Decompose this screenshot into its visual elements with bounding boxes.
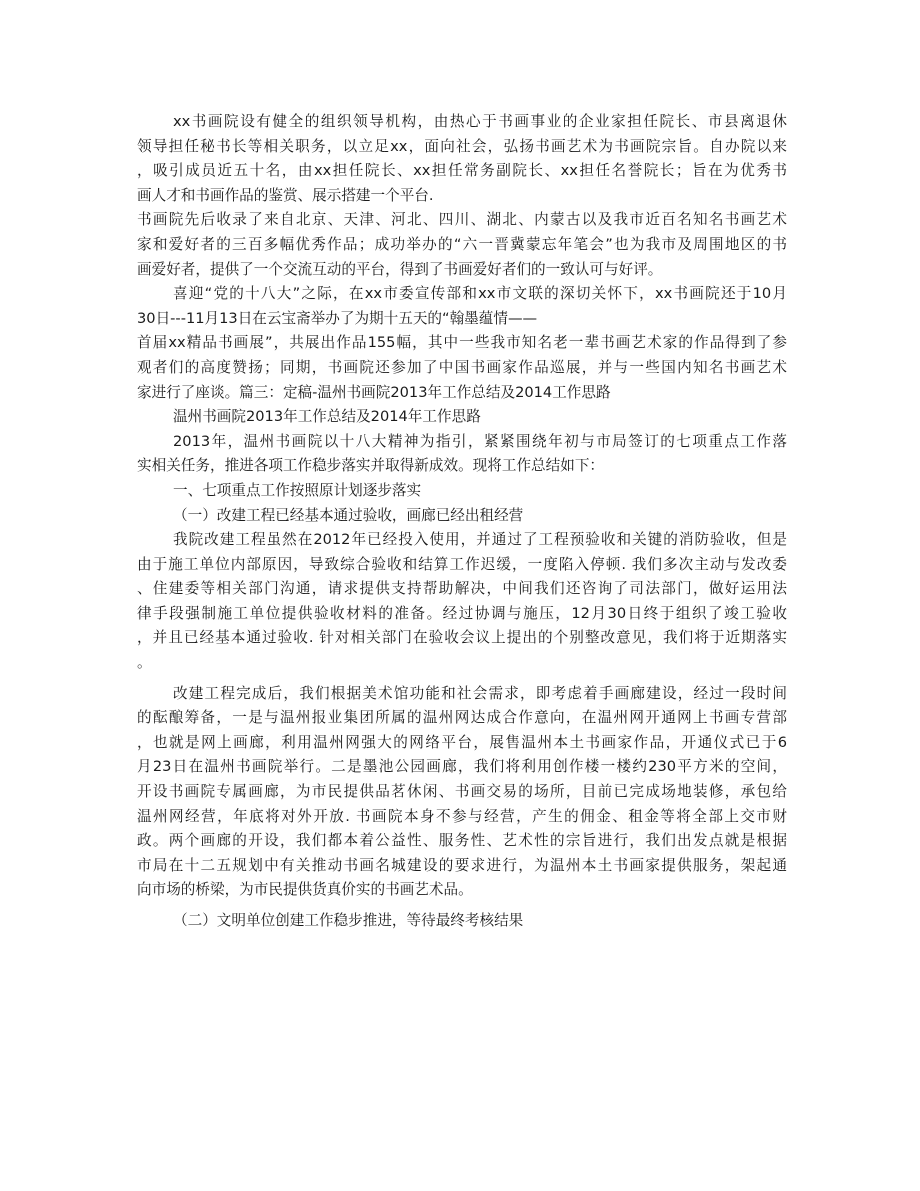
- text-line: 开设书画院专属画廊，为市民提供品茗休闲、书画交易的场所，目前已完成场地装修，承包给: [137, 783, 787, 801]
- text-line: 画爱好者，提供了一个交流互动的平台，得到了书画爱好者们的一致认可与好评。: [137, 260, 663, 278]
- text-line: 一、七项重点工作按照原计划逐步落实: [173, 481, 422, 499]
- text-line: 律手段强制施工单位提供验收材料的准备。经过协调与施压，12月30日终于组织了竣工验收: [137, 604, 787, 622]
- text-line: 领导担任秘书长等相关职务，以立足xx，面向社会，弘扬书画艺术为书画院宗旨。自办院以来: [137, 137, 787, 155]
- text-line: 改建工程完成后，我们根据美术馆功能和社会需求，即考虑着手画廊建设，经过一段时间: [173, 684, 787, 702]
- text-line: 温州网经营，年底将对外开放. 书画院本身不参与经营，产生的佣金、租金等将全部上交市财: [137, 807, 787, 825]
- text-line: xx书画院设有健全的组织领导机构，由热心于书画事业的企业家担任院长、市县离退休: [173, 113, 787, 130]
- text-line: （一）改建工程已经基本通过验收，画廊已经出租经营: [173, 506, 524, 524]
- text-line: ，也就是网上画廊，利用温州网强大的网络平台，展售温州本土书画家作品，开通仪式已于6: [137, 733, 787, 751]
- text-line: ，吸引成员近五十名，由xx担任院长、xx担任常务副院长、xx担任名誉院长；旨在为优秀书: [137, 162, 787, 180]
- text-line: 、住建委等相关部门沟通，请求提供支持帮助解决，中间我们还咨询了司法部门，做好运用法: [137, 580, 787, 598]
- text-line: 月23日在温州书画院举行。二是墨池公园画廊，我们将利用创作楼一楼约230平方米的空间，: [137, 758, 787, 776]
- text-line: 家和爱好者的三百多幅优秀作品；成功举办的“六一晋冀蒙忘年笔会”也为我市及周围地区的书: [137, 235, 787, 253]
- text-line: 2013年，温州书画院以十八大精神为指引，紧紧围绕年初与市局签订的七项重点工作落: [173, 432, 787, 450]
- document-body: [137, 110, 787, 934]
- text-line: 向市场的桥梁，为市民提供货真价实的书画艺术品。: [137, 881, 473, 899]
- text-line: 。: [137, 654, 152, 672]
- text-line: ，并且已经基本通过验收. 针对相关部门在验收会议上提出的个别整改意见，我们将于近期落实: [137, 629, 787, 647]
- text-line: 我院改建工程虽然在2012年已经投入使用，并通过了工程预验收和关键的消防验收，但是: [173, 531, 787, 549]
- text-line: 温州书画院2013年工作总结及2014年工作思路: [173, 408, 481, 426]
- text-line: 的酝酿筹备，一是与温州报业集团所属的温州网达成合作意向，在温州网开通网上书画专营部: [137, 709, 787, 727]
- text-line: 30日---11月13日在云宝斋举办了为期十五天的“翰墨蕴情——: [137, 309, 538, 327]
- text-line: 实相关任务，推进各项工作稳步落实并取得新成效。现将工作总结如下：: [137, 457, 605, 475]
- text-line: 市局在十二五规划中有关推动书画名城建设的要求进行，为温州本土书画家提供服务，架起通: [137, 856, 787, 874]
- text-line: 由于施工单位内部原因，导致综合验收和结算工作迟缓，一度陷入停顿. 我们多次主动与发改委: [137, 555, 787, 573]
- text-line: 观者们的高度赞扬；同期，书画院还参加了中国书画家作品巡展，并与一些国内知名书画艺术: [137, 358, 787, 376]
- text-line: 画人才和书画作品的鉴赏、展示搭建一个平台.: [137, 186, 434, 204]
- text-line: 家进行了座谈。篇三：定稿-温州书画院2013年工作总结及2014工作思路: [137, 383, 611, 401]
- text-line: 书画院先后收录了来自北京、天津、河北、四川、湖北、内蒙古以及我市近百名知名书画艺术: [137, 211, 787, 229]
- text-line: 喜迎“党的十八大”之际，在xx市委宣传部和xx市文联的深切关怀下，xx书画院还于10月: [173, 285, 787, 303]
- text-line: 首届xx精品书画展”，共展出作品155幅，其中一些我市知名老一辈书画艺术家的作品得到了参: [137, 334, 787, 352]
- text-line: （二）文明单位创建工作稳步推进，等待最终考核结果: [173, 912, 524, 929]
- text-line: 政。两个画廊的开设，我们都本着公益性、服务性、艺术性的宗旨进行，我们出发点就是根据: [137, 832, 787, 850]
